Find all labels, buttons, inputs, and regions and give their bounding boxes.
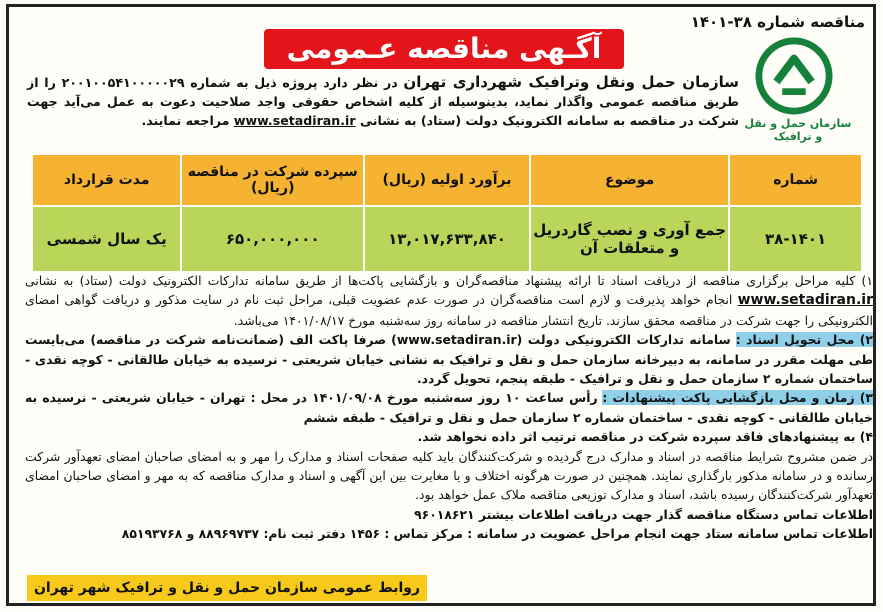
setad-link[interactable]: www.setadiran.ir [233,113,356,128]
clause-2: ۲) محل تحویل اسناد : سامانه تدارکات الکترونیکی دولت (www.setadiran.ir) صرفا پاکت الف (ضمانت‌نامه شرکت در مناقصه) می‌بایست طی مهلت مقرر در سامانه، به دبیرخانه سازمان حمل و نقل و ترافیک به نشانی خیابان شریعتی - نرسیده به خیابان طالقانی - کوچه نقدی - ساختمان شماره ۲ سازمان حمل و نقل و ترافیک - طبقه پنجم، تحویل گردد. [25,332,873,387]
logo-caption: سازمان حمل و نقل و ترافیک [744,117,852,143]
table-row [32,206,862,272]
clause-1: ۱) کلیه مراحل برگزاری مناقصه از دریافت اسناد تا ارائه پیشنهاد مناقصه‌گران و بازگشایی پاکت‌ها از طریق سامانه تدارکات الکترونیک دولت (ستاد) به نشانی www.setadiran.ir انجام خواهد پذیرفت و لازم است مناقصه‌گران در صورت عدم عضویت قبلی، مراحل ثبت نام در سایت مذکور و دریافت گواهی امضای الکترونیکی را جهت شرکت در مناقصه محقق سازند. تاریخ انتشار مناقصه در سامانه روز سه‌شنبه مورخ ۱۴۰۱/۰۸/۱۷ می‌باشد. [25,273,873,328]
banner-title: آگـهی مناقصه عـمومی [264,29,624,69]
col-deposit-header: سپرده شرکت در مناقصه (ریال) [181,154,364,206]
col-duration-header: مدت قرارداد [32,154,181,206]
organization-logo-icon [755,37,833,115]
col-number-header: شماره [729,154,862,206]
intro-text: در نظر دارد پروژه ذیل به شماره ۲۰۰۱۰۰۵۴۱۰۰۰۰۰۲۹ را از طریق مناقصه عمومی واگذار نماید، بدینوسیله از کلیه اشخاص حقوقی واجد صلاحیت دعوت به عمل می‌آید جهت شرکت در مناقصه به سامانه الکترونیک دولت (ستاد) به نشانی [27,75,739,128]
contact-info-setad: اطلاعات تماس سامانه ستاد جهت انجام مراحل عضویت در سامانه : مرکز تماس : ۱۴۵۶ دفتر ثبت نام: ۸۸۹۶۹۷۳۷ و ۸۵۱۹۳۷۶۸ [121,526,873,542]
intro-paragraph [27,73,739,130]
clause-4: ۴) به پیشنهادهای فاقد سپرده شرکت در مناقصه ترتیب اثر داده نخواهد شد. [417,429,873,445]
contact-info-tenderer: اطلاعات تماس دستگاه مناقصه گذار جهت دریافت اطلاعات بیشتر ۹۶۰۱۸۶۲۱ [414,506,873,522]
col-estimate-header: برآورد اولیه (ریال) [364,154,530,206]
setad-link-2[interactable]: www.setadiran.ir [737,292,873,309]
tender-number: مناقصه شماره ۳۸-۱۴۰۱ [690,13,865,31]
cell-deposit: ۶۵۰,۰۰۰,۰۰۰ [181,206,364,272]
intro-tail: مراجعه نمایند. [141,113,230,128]
organization-name: سازمان حمل ونقل وترافیک شهرداری تهران [403,73,740,91]
cell-estimate: ۱۳,۰۱۷,۶۳۳,۸۴۰ [364,206,530,272]
table-header-row [32,154,862,206]
notice-body [25,271,873,544]
clause-3-label: ۳) زمان و محل بازگشایی پاکت پیشنهادات : [602,390,873,406]
clause-2-label: ۲) محل تحویل اسناد : [735,332,873,348]
cell-duration: یک سال شمسی [32,206,181,272]
tender-table [31,153,863,273]
public-relations-footer: روابط عمومی سازمان حمل و نقل و ترافیک شهر تهران [27,575,427,601]
conditions-paragraph: در ضمن مشروح شرایط مناقصه در اسناد و مدارک درج گردیده و شرکت‌کنندگان باید کلیه صفحات اسناد و مدارک را مهر و به امضای صاحبان امضای تعهدآور شرکت رسانده و در سامانه مذکور بارگذاری نمایند. همچنین در صورت هرگونه اختلاف و یا مغایرت بین این آگهی و اسناد و مدارک مناقصه که به مهر و امضای صاحبان امضای تعهدآور شرکت‌کنندگان رسیده باشد، اسناد و مدارک توزیعی مناقصه ملاک عمل خواهد بود. [25,448,873,503]
cell-number: ۳۸-۱۴۰۱ [729,206,862,272]
tender-notice-page [6,4,876,606]
cell-subject: جمع آوری و نصب گاردریل و متعلقات آن [530,206,729,272]
col-subject-header: موضوع [530,154,729,206]
clause-3: ۳) زمان و محل بازگشایی پاکت پیشنهادات : رأس ساعت ۱۰ روز سه‌شنبه مورخ ۱۴۰۱/۰۹/۰۸ در محل : تهران - خیابان شریعتی - نرسیده به خیابان طالقانی - کوچه نقدی - ساختمان شماره ۲ سازمان حمل و نقل و ترافیک - طبقه ششم [25,390,873,425]
